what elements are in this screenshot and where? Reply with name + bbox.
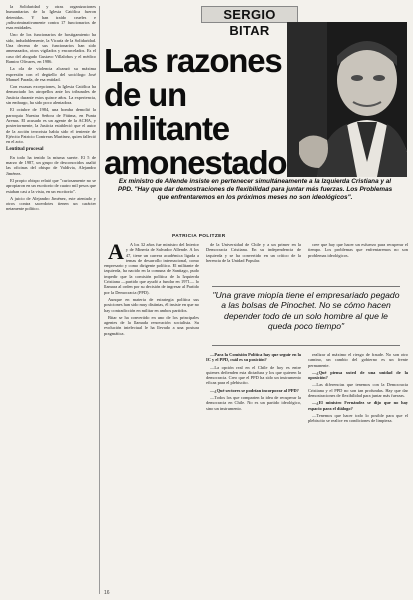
interview-answer: —Tenemos que hacer todo lo posible para que el plebiscito se realice en condiciones de limpieza. — [308, 412, 408, 424]
left-paragraph: Con escasas excepciones, la Iglesia Católica ha denunciado los atropellos ante los tribunales de Justicia durante estos quince años. La experiencia, sin embargo, ha sido poco alentadora. — [6, 84, 96, 106]
body-paragraph: de la Universidad de Chile y a un primer en la Democracia Cristiana. En su independencia de izquierda y se ha convertido en un crítico de la herencia de la Unidad Popular. — [206, 242, 301, 263]
author-credit: PATRICIA POLITZER — [172, 234, 226, 239]
interview-question: —¿Qué piensa usted de una unidad de la oposición? — [308, 369, 408, 381]
headline-line: militante — [104, 110, 229, 147]
headline-line: amonestado — [104, 144, 287, 181]
left-paragraph: Uno de los funcionarios de hostigamiento ha sido, indudablemente, la Vicaría de la Solidaridad. Una decena de sus funcionarios han sido amenazados, otros vigilados y encarcelados. Es el caso del abogado Gustavo Villalobos y el médico Ramiro Olivares, en 1986. — [6, 32, 96, 64]
interview-question: —Para la Comisión Política hay que seguir en la IC y el PPD, cuál es su posición? — [206, 352, 301, 363]
interview-answer: —Las diferencias que tenemos con la Democracia Cristiana y el PPD no son tan profundas. Hay que dar demostraciones de flexibilidad para juntar más fuerzas. — [308, 382, 408, 399]
page-number: 16 — [104, 590, 110, 596]
left-article-column — [6, 4, 96, 594]
body-column-3 — [308, 352, 408, 594]
interview-answer: realizar al máximo el riesgo de fraude. No son otro camino, un cambio del gobierno es un frente permanente. — [308, 352, 408, 368]
pull-quote: "Una grave miopía tiene el empresariado pegado a las bolsas de Pinochet. No se cómo hacen depender todo de un solo hombre al que le queda poco tiempo" — [212, 286, 400, 346]
headline-line: de un — [104, 76, 186, 113]
portrait-illustration — [287, 22, 407, 177]
headline-line: Las razones — [104, 42, 282, 79]
left-paragraph: El octubre de 1984, una bomba demolió la parroquia Nuestra Señora de Fátima, en Punta Arenas. El acusado es un agente de la ACHA, y posteriormente, la Justicia estableció que el autor de la acción terrorista había sido el teniente de Ejército Patricio Contreras Martínez, quien falleció en el acto. — [6, 107, 96, 145]
left-paragraph: En todo ha tenido la misma suerte. El 5 de marzo de 1987, un grupo de desconocidos asaltó las oficinas del obispo de Valdivia, Alejandro Jiménez. — [6, 154, 96, 176]
left-paragraph: La ola de violencia alcanzó su máxima expresión con el degüello del sociólogo José Manuel Parada, de esa entidad. — [6, 66, 96, 82]
article-lead: Ex ministro de Allende insiste en pertenecer simultáneamente a la Izquierda Cristiana y al PPD. "Hay que dar demostraciones de flexibilidad para juntar más fuerzas. Los Problemas que enfrentaremos en los próximos meses no son ideológicos". — [117, 178, 393, 201]
left-paragraph: la Solidaridad y otras organizaciones humanitarias de la Iglesia Católica fueron detenidas. Y han traído crueles e ¡ndiscriminativamente contra 17 funcionarios de esas entidades. — [6, 4, 96, 31]
left-paragraph: A juicio de Alejandro Jiménez, este atentado y otros contra sacerdotes tienen un carácter netamente político. — [6, 195, 96, 212]
interview-question: —¿Qué sectores se podrían incorporar al PPD? — [210, 387, 299, 393]
body-column-2 — [206, 352, 301, 594]
body-paragraph: Aunque en materia de estrategia política sus posiciones han sido muy distintas, él insiste en que no hay contradicción en militar en ambos partidos. — [104, 296, 199, 313]
drop-cap: A — [108, 242, 124, 264]
portrait-photo — [287, 22, 407, 177]
body-paragraph: cree que hay que hacer un esfuerzo para recuperar el tiempo. Los problemas que enfrentaremos no son problemas ideológicos. — [308, 242, 408, 258]
column-divider — [99, 6, 100, 594]
body-column-2-top — [206, 242, 301, 280]
headline — [104, 42, 287, 181]
left-subheading: Lentitud procesal — [6, 147, 44, 153]
interview-answer: —La opción real en el Chile de hoy es entre quienes defienden esta dictadura y los que quieren la democracia. Creo que el PPD ha sido un instrumento eficaz para el plebiscito. — [206, 364, 301, 386]
body-paragraph: Bitar se ha convertido en uno de los principales agentes de la llamada renovación socialista. Su evolución intelectual le ha llevado a una postura pragmática. — [104, 314, 199, 336]
body-column-1 — [104, 242, 199, 594]
left-paragraph: El propio obispo relató que "curiosamente no se apropiaron en un escritorio de cuatro mil pesos que estaban casi a la vista, en un escritorio". — [6, 177, 96, 194]
body-column-3-top — [308, 242, 408, 280]
body-paragraph — [104, 242, 199, 295]
body-text: A los 32 años fue ministro del Interior y de Minería de Salvador Allende. A los 47, tiene un carrera académica ligada a temas de desarrollo internacional, como empresario y como dirigente político. El militante de izquierda, ha nacido en la comuna de Santiago, pudo impedir que la comisión política de la Izquierda Cristiana —partido que ayudó a fundar en 1971— lo llamara al orden por su decisión de ingresar al Partido por la Democracia (PPD). — [104, 242, 199, 295]
interview-answer: —Todos los que comparten la idea de recuperar la democracia en Chile. No es un partido ideológico, sino un instrumento. — [206, 395, 301, 411]
section-byline: SERGIO BITAR — [201, 6, 298, 23]
interview-question: —¿El ministro Fernández se dijo que no hay espacio para el diálogo? — [308, 400, 408, 411]
